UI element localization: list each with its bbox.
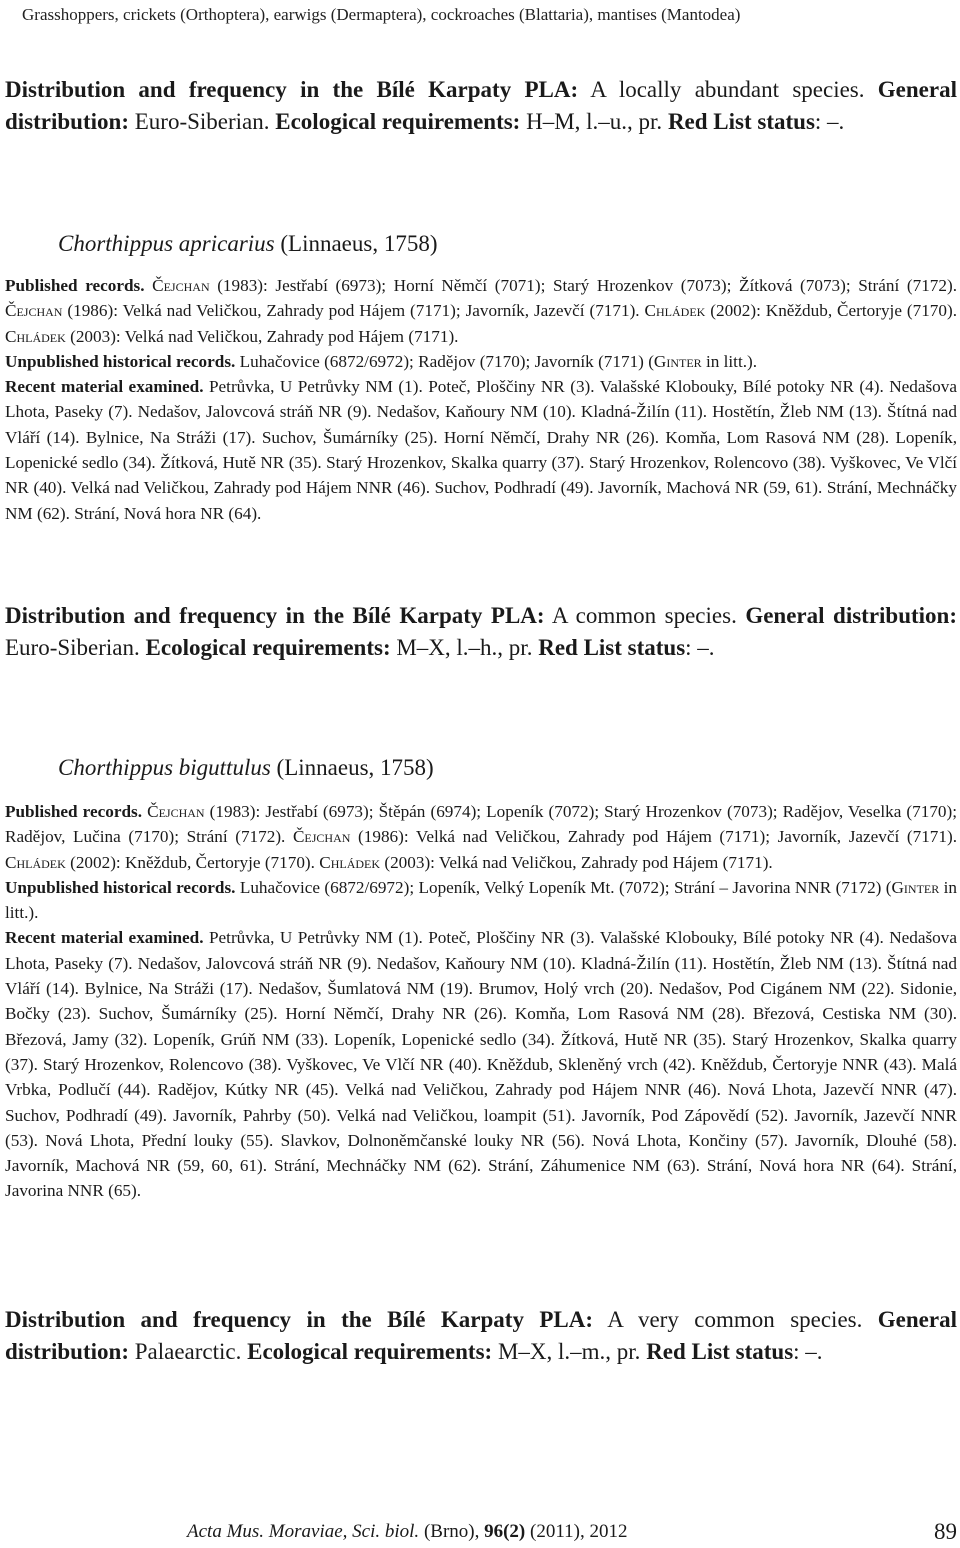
unpublished-text-end: in litt.). [5, 877, 958, 923]
records-block-apricarius [5, 273, 957, 526]
distribution-block-prev [5, 74, 957, 138]
page-footer [187, 1520, 957, 1544]
red-list-label: Red List status [667, 109, 815, 134]
species-authority: (Linnaeus, 1758) [274, 231, 438, 256]
red-list-label: Red List status [538, 635, 686, 660]
citation-author: Chládek [644, 301, 706, 321]
red-list-value: : –. [793, 1339, 823, 1364]
records-block-biguttulus [5, 799, 957, 1204]
journal-place: (Brno), [419, 1521, 485, 1542]
distribution-value: Euro-Siberian. [128, 109, 276, 134]
dist-label: Distribution and frequency in the Bílé Karpaty PLA: [5, 77, 579, 102]
citation-text: (1983): Jestřabí (6973); Štěpán (6974); Lopeník (7072); Starý Hrozenkov (7073); Radějov, Veselka (7170); Radějov, Lučina (7170); Strání (7172). [5, 802, 958, 847]
distribution-value: Palaearctic. [128, 1339, 248, 1364]
species-name: Chorthippus apricarius [58, 231, 275, 256]
recent-material [5, 925, 957, 1203]
ecology-value: M–X, l.–m., pr. [492, 1339, 647, 1364]
unpublished-label: Unpublished historical records. [5, 877, 236, 897]
citation-author: Čejchan [147, 802, 205, 821]
recent-material [5, 374, 957, 526]
citation-author: Chládek [319, 852, 381, 872]
species-name: Chorthippus biguttulus [58, 755, 271, 780]
abundance-text: A common species. [544, 603, 746, 628]
citation-author: Čejchan [5, 301, 63, 321]
unpublished-records [5, 349, 957, 374]
published-records [5, 273, 957, 349]
published-records [5, 799, 957, 875]
citation-text: (1983): Jestřabí (6973); Horní Němčí (7071); Starý Hrozenkov (7073); Žítková (7073); Strání (7172). [209, 276, 957, 295]
citation-author: Ginter [653, 351, 702, 371]
journal-name: Acta Mus. Moraviae, Sci. biol. [187, 1521, 420, 1542]
gen-dist-label: General distribution: [5, 1307, 957, 1364]
citation-text: (2002): Kněždub, Čertoryje (7170). [705, 301, 957, 321]
unpublished-label: Unpublished historical records. [5, 351, 236, 371]
citation-text: (2003): Velká nad Veličkou, Zahrady pod Hájem (7171). [380, 852, 773, 872]
dist-label: Distribution and frequency in the Bílé Karpaty PLA: [5, 1307, 594, 1332]
recent-text: Petrůvka, U Petrůvky NM (1). Poteč, Ploščiny NR (3). Valašské Klobouky, Bílé potoky NR (4). Nedašova Lhota, Paseky (7). Nedašov, Jalovcová stráň NR (9). Nedašov, Kaňoury NM (10). Kladná-Žilín (11). Hostětín, Žleb NM (13). Štítná nad Vláří (14). Bylnice, Na Stráži (17). Suchov, Šumárníky (25). Horní Němčí, Drahy NR (26). Komňa, Lom Rasová NM (28). Lopeník, Lopenické sedlo (34). Žítková, Hutě NR (35). Starý Hrozenkov, Skalka quarry (37). Starý Hrozenkov, Rolencovo (38). Vyškovec, Ve Vlčí NR (40). Velká nad Veličkou, Zahrady pod Hájem NNR (46). Suchov, Podhradí (49). Javorník, Machová NR (59, 61). Strání, Mechnáčky NM (62). Strání, Nová hora NR (64). [5, 377, 957, 523]
eco-label: Ecological requirements: [247, 1339, 493, 1364]
abundance-text: A very common species. [593, 1307, 878, 1332]
running-header: Grasshoppers, crickets (Orthoptera), earwigs (Dermaptera), cockroaches (Blattaria), mantises (Mantodea) [22, 5, 741, 24]
red-list-value: : –. [814, 109, 845, 134]
distribution-block-apricarius [5, 600, 957, 664]
recent-text: Petrůvka, U Petrůvky NM (1). Poteč, Ploščiny NR (3). Valašské Klobouky, Bílé potoky NR (4). Nedašova Lhota, Paseky (7). Nedašov, Jalovcová stráň NR (9). Nedašov, Kaňoury NM (10). Kladná-Žilín (11). Hostětín, Žleb NM (13). Štítná nad Vláří (14). Bylnice, Na Stráži (17). Nedašov, Šumlatová NM (19). Brumov, Holý vrch (20). Nedašov, Pod Cigánem NM (22). Sidonie, Bočky (23). Suchov, Šumárníky (25). Horní Němčí, Drahy NR (26). Komňa, Lom Rasová NM (28). Březová, Cestiska NM (30). Březová, Jamy (32). Lopeník, Grúň NM (33). Lopeník, Lopenické sedlo (34). Žítková, Hutě NR (35). Starý Hrozenkov, Skalka quarry (37). Starý Hrozenkov, Rolencovo (38). Vyškovec, Ve Vlčí NR (40). Kněždub, Skleněný vrch (42). Kněždub, Čertoryje NNR (43). Malá Vrbka, Podlučí (44). Radějov, Kútky NR (45). Velká nad Veličkou, Zahrady pod Hájem NNR (46). Nová Lhota, Jazevčí NNR (47). Suchov, Podhradí (49). Javorník, Pahrby (50). Velká nad Veličkou, loampit (51). Javorník, Pod Zápovědí (52). Javorník, Jazevčí NNR (53). Nová Lhota, Přední louky (55). Slavkov, Dolnoněmčanské louky NR (56). Nová Lhota, Končiny (57). Javorník, Dlouhé (58). Javorník, Machová NR (59, 60, 61). Strání, Mechnáčky NM (62). Strání, Záhumenice NM (63). Strání, Nová hora NR (64). Strání, Javorina NNR (65). [5, 928, 957, 1201]
citation-text: (1986): Velká nad Veličkou, Zahrady pod Hájem (7171); Javorník, Jazevčí (7171). [350, 827, 958, 847]
ecology-value: H–M, l.–u., pr. [520, 109, 668, 134]
page-number: 89 [934, 1519, 957, 1544]
citation-author: Chládek [5, 852, 66, 872]
citation-author: Ginter [891, 877, 940, 897]
unpublished-records [5, 875, 957, 926]
gen-dist-label: General distribution: [5, 77, 957, 134]
dist-label: Distribution and frequency in the Bílé Karpaty PLA: [5, 603, 545, 628]
species-heading-apricarius [58, 229, 438, 259]
citation-text: (2003): Velká nad Veličkou, Zahrady pod Hájem (7171). [65, 326, 459, 346]
recent-label: Recent material examined. [5, 377, 204, 397]
eco-label: Ecological requirements: [145, 635, 391, 660]
gen-dist-label: General distribution: [745, 603, 958, 628]
journal-volume: 96(2) [484, 1521, 526, 1542]
recent-label: Recent material examined. [5, 928, 204, 948]
unpublished-text: Luhačovice (6872/6972); Radějov (7170); Javorník (7171) ( [235, 351, 654, 371]
citation-author: Čejchan [292, 827, 351, 847]
ecology-value: M–X, l.–h., pr. [390, 635, 539, 660]
distribution-value: Euro-Siberian. [5, 635, 146, 660]
published-label: Published records. [5, 802, 143, 821]
citation-author: Chládek [5, 326, 66, 346]
abundance-text: A locally abundant species. [578, 77, 878, 102]
citation-author: Čejchan [152, 276, 210, 295]
citation-text: (2002): Kněždub, Čertoryje (7170). [65, 852, 320, 872]
distribution-block-biguttulus [5, 1304, 957, 1368]
eco-label: Ecological requirements: [275, 109, 521, 134]
journal-year: (2011), 2012 [525, 1521, 628, 1542]
species-authority: (Linnaeus, 1758) [270, 755, 434, 780]
published-label: Published records. [5, 276, 145, 295]
red-list-label: Red List status [646, 1339, 794, 1364]
unpublished-text-end: in litt.). [701, 351, 758, 371]
citation-text: (1986): Velká nad Veličkou, Zahrady pod Hájem (7171); Javorník, Jazevčí (7171). [62, 301, 645, 321]
red-list-value: : –. [685, 635, 715, 660]
unpublished-text: Luhačovice (6872/6972); Lopeník, Velký Lopeník Mt. (7072); Strání – Javorina NNR (7172) ( [235, 877, 892, 897]
species-heading-biguttulus [58, 753, 434, 783]
